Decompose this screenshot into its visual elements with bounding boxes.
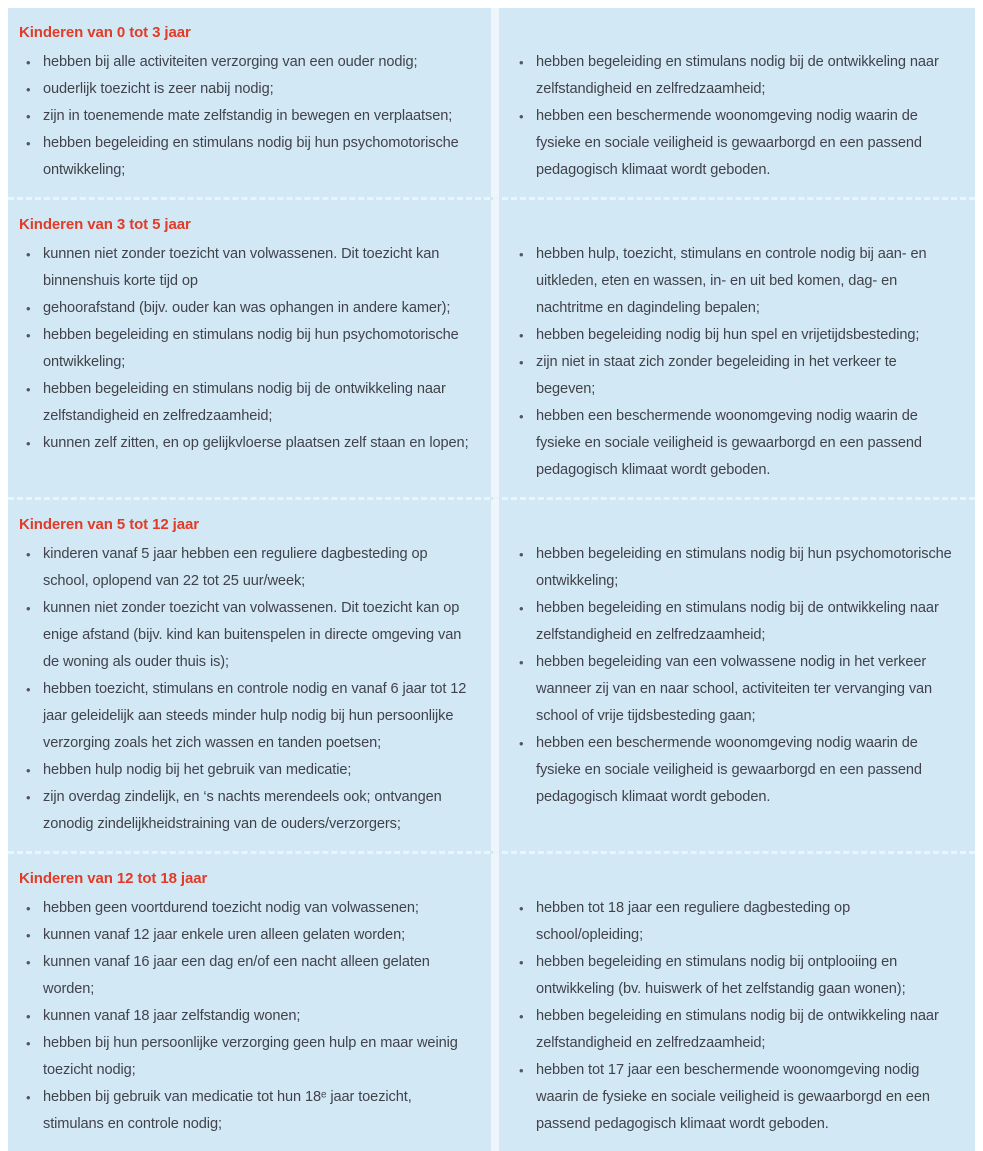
bullet-list-3-5-right [512, 241, 959, 484]
bullet-item [19, 130, 475, 184]
bullet-text: zijn overdag zindelijk, en ‘s nachts merendeels ook; ontvangen zonodig zindelijkheidstraining van de ouders/verzorgers; [43, 789, 442, 832]
bullet-list-5-12-left [19, 541, 475, 838]
bullet-item [512, 349, 959, 403]
bullet-text: hebben tot 18 jaar een reguliere dagbesteding op school/opleiding; [536, 900, 851, 943]
bullet-text: hebben begeleiding en stimulans nodig bij ontplooiing en ontwikkeling (bv. huiswerk of het zelfstandig gaan wonen); [536, 954, 906, 997]
bullet-text: hebben bij hun persoonlijke verzorging geen hulp en maar weinig toezicht nodig; [43, 1035, 458, 1078]
section-row-12-18-jaar [8, 851, 975, 1151]
column-divider [491, 854, 499, 1151]
section-0-3-right-cell [499, 8, 975, 197]
bullet-text: hebben tot 17 jaar een beschermende woonomgeving nodig waarin de fysieke en sociale veiligheid is gewaarborgd en een passend pedagogisch klimaat wordt geboden. [536, 1062, 930, 1132]
bullet-item [19, 676, 475, 757]
bullet-icon: • [519, 547, 524, 562]
bullet-item [512, 322, 959, 349]
bullet-text: zijn in toenemende mate zelfstandig in bewegen en verplaatsen; [43, 108, 453, 124]
bullet-icon: • [26, 82, 31, 97]
bullet-text: hebben begeleiding en stimulans nodig bij hun psychomotorische ontwikkeling; [43, 135, 459, 178]
bullet-item [512, 595, 959, 649]
bullet-item [512, 649, 959, 730]
bullet-text: hebben begeleiding en stimulans nodig bij hun psychomotorische ontwikkeling; [536, 546, 952, 589]
bullet-icon: • [26, 136, 31, 151]
bullet-item [19, 241, 475, 295]
bullet-icon: • [26, 328, 31, 343]
bullet-item [19, 1030, 475, 1084]
bullet-item [512, 730, 959, 811]
bullet-text: hebben begeleiding en stimulans nodig bij de ontwikkeling naar zelfstandigheid en zelfredzaamheid; [536, 54, 939, 97]
section-0-3-left-cell [8, 8, 491, 197]
bullet-icon: • [519, 601, 524, 616]
section-12-18-left-cell [8, 854, 491, 1151]
bullet-text: gehoorafstand (bijv. ouder kan was ophangen in andere kamer); [43, 300, 451, 316]
bullet-icon: • [26, 247, 31, 262]
bullet-list-12-18-left [19, 895, 475, 1138]
section-3-5-right-cell [499, 200, 975, 497]
bullet-text: ouderlijk toezicht is zeer nabij nodig; [43, 81, 274, 97]
bullet-icon: • [26, 955, 31, 970]
bullet-item [19, 1003, 475, 1030]
bullet-item [19, 76, 475, 103]
bullet-item [19, 784, 475, 838]
bullet-item [512, 49, 959, 103]
bullet-icon: • [26, 301, 31, 316]
bullet-text: kunnen vanaf 18 jaar zelfstandig wonen; [43, 1008, 301, 1024]
bullet-item [512, 541, 959, 595]
bullet-text: kunnen vanaf 12 jaar enkele uren alleen gelaten worden; [43, 927, 406, 943]
bullet-icon: • [519, 409, 524, 424]
bullet-item [19, 949, 475, 1003]
bullet-icon: • [26, 1036, 31, 1051]
bullet-text: kunnen niet zonder toezicht van volwassenen. Dit toezicht kan binnenshuis korte tijd op [43, 246, 440, 289]
bullet-icon: • [26, 1009, 31, 1024]
bullet-text: hebben bij gebruik van medicatie tot hun 18ᵉ jaar toezicht, stimulans en controle nodig; [43, 1089, 412, 1132]
bullet-item [19, 541, 475, 595]
bullet-icon: • [519, 55, 524, 70]
section-row-5-12-jaar [8, 497, 975, 851]
bullet-icon: • [26, 601, 31, 616]
bullet-item [19, 757, 475, 784]
section-12-18-right-cell [499, 854, 975, 1151]
bullet-item [19, 295, 475, 322]
section-title-12-18: Kinderen van 12 tot 18 jaar [19, 870, 208, 887]
bullet-text: hebben hulp, toezicht, stimulans en controle nodig bij aan- en uitkleden, eten en wassen, in- en uit bed komen, dag- en nachtritme en dagindeling bepalen; [536, 246, 927, 316]
bullet-icon: • [519, 655, 524, 670]
bullet-list-12-18-right [512, 895, 959, 1138]
bullet-text: hebben een beschermende woonomgeving nodig waarin de fysieke en sociale veiligheid is gewaarborgd en een passend pedagogisch klimaat wordt geboden. [536, 108, 922, 178]
bullet-icon: • [519, 109, 524, 124]
bullet-icon: • [26, 790, 31, 805]
bullet-icon: • [26, 928, 31, 943]
bullet-icon: • [519, 955, 524, 970]
bullet-icon: • [519, 247, 524, 262]
bullet-item [19, 322, 475, 376]
bullet-text: hebben begeleiding en stimulans nodig bij de ontwikkeling naar zelfstandigheid en zelfredzaamheid; [536, 1008, 939, 1051]
section-3-5-left-cell [8, 200, 491, 497]
bullet-text: kunnen niet zonder toezicht van volwassenen. Dit toezicht kan op enige afstand (bijv. kind kan buitenspelen in directe omgeving van de woning als ouder thuis is); [43, 600, 462, 670]
bullet-text: hebben toezicht, stimulans en controle nodig en vanaf 6 jaar tot 12 jaar geleidelijk aan steeds minder hulp nodig bij hun persoonlijke verzorging zoals het zich wassen en tanden poetsen; [43, 681, 467, 751]
bullet-list-3-5-left [19, 241, 475, 457]
bullet-item [512, 241, 959, 322]
bullet-icon: • [519, 1009, 524, 1024]
bullet-icon: • [26, 55, 31, 70]
bullet-text: kinderen vanaf 5 jaar hebben een reguliere dagbesteding op school, oplopend van 22 tot 25 uur/week; [43, 546, 428, 589]
bullet-icon: • [26, 763, 31, 778]
bullet-item [19, 1084, 475, 1138]
bullet-icon: • [519, 355, 524, 370]
bullet-text: zijn niet in staat zich zonder begeleiding in het verkeer te begeven; [536, 354, 897, 397]
bullet-list-0-3-left [19, 49, 475, 184]
bullet-icon: • [26, 109, 31, 124]
section-title-3-5: Kinderen van 3 tot 5 jaar [19, 216, 191, 233]
bullet-text: hebben begeleiding nodig bij hun spel en vrijetijdsbesteding; [536, 327, 920, 343]
bullet-list-0-3-right [512, 49, 959, 184]
bullet-icon: • [26, 1090, 31, 1105]
bullet-text: hebben geen voortdurend toezicht nodig van volwassenen; [43, 900, 419, 916]
bullet-icon: • [26, 547, 31, 562]
bullet-item [512, 1003, 959, 1057]
bullet-item [19, 49, 475, 76]
bullet-icon: • [26, 682, 31, 697]
bullet-text: hebben begeleiding van een volwassene nodig in het verkeer wanneer zij van en naar school, activiteiten ter vervanging van school of vrije tijdsbesteding gaan; [536, 654, 933, 724]
bullet-icon: • [26, 436, 31, 451]
section-5-12-left-cell [8, 500, 491, 851]
bullet-text: hebben een beschermende woonomgeving nodig waarin de fysieke en sociale veiligheid is gewaarborgd en een passend pedagogisch klimaat wordt geboden. [536, 408, 922, 478]
bullet-item [19, 595, 475, 676]
bullet-item [512, 895, 959, 949]
section-title-0-3: Kinderen van 0 tot 3 jaar [19, 24, 191, 41]
bullet-item [512, 1057, 959, 1138]
bullet-icon: • [519, 736, 524, 751]
section-title-5-12: Kinderen van 5 tot 12 jaar [19, 516, 199, 533]
bullet-item [512, 103, 959, 184]
bullet-text: hebben begeleiding en stimulans nodig bij de ontwikkeling naar zelfstandigheid en zelfredzaamheid; [536, 600, 939, 643]
bullet-item [19, 895, 475, 922]
bullet-icon: • [519, 1063, 524, 1078]
section-row-0-3-jaar [8, 8, 975, 197]
bullet-icon: • [519, 328, 524, 343]
bullet-item [512, 403, 959, 484]
column-divider [491, 500, 499, 851]
bullet-text: kunnen vanaf 16 jaar een dag en/of een nacht alleen gelaten worden; [43, 954, 430, 997]
column-divider [491, 200, 499, 497]
bullet-text: hebben begeleiding en stimulans nodig bij de ontwikkeling naar zelfstandigheid en zelfredzaamheid; [43, 381, 446, 424]
bullet-text: hebben een beschermende woonomgeving nodig waarin de fysieke en sociale veiligheid is gewaarborgd en een passend pedagogisch klimaat wordt geboden. [536, 735, 922, 805]
bullet-item [512, 949, 959, 1003]
bullet-list-5-12-right [512, 541, 959, 811]
bullet-text: hebben hulp nodig bij het gebruik van medicatie; [43, 762, 352, 778]
bullet-item [19, 103, 475, 130]
section-5-12-right-cell [499, 500, 975, 851]
bullet-item [19, 430, 475, 457]
bullet-icon: • [26, 901, 31, 916]
bullet-item [19, 376, 475, 430]
section-row-3-5-jaar [8, 197, 975, 497]
bullet-text: hebben bij alle activiteiten verzorging van een ouder nodig; [43, 54, 418, 70]
bullet-icon: • [26, 382, 31, 397]
column-divider [491, 8, 499, 197]
bullet-text: kunnen zelf zitten, en op gelijkvloerse plaatsen zelf staan en lopen; [43, 435, 469, 451]
bullet-item [19, 922, 475, 949]
age-guidelines-table [8, 8, 975, 1151]
bullet-icon: • [519, 901, 524, 916]
bullet-text: hebben begeleiding en stimulans nodig bij hun psychomotorische ontwikkeling; [43, 327, 459, 370]
